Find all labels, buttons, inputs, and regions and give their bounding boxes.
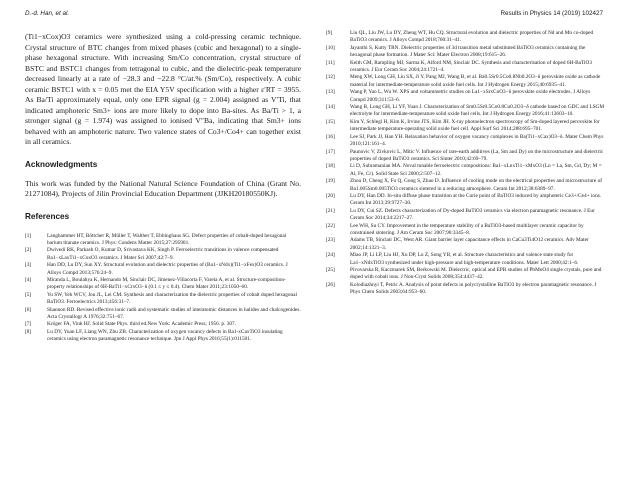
reference-text: Yu SW, Yeh WCV, Jou JL, Lei CM. Synthesis and characterization the dielectric properties of cobalt doped hexagonal BaTiO3. Ferroelectrics 2013;456:31–7.	[47, 291, 297, 306]
reference-text: Lu DY, Han DD. In-situ diffuse phase transition at the Curie point of BaTiO3 induced by amphoteric Ce3+/Ce4+ ions. Ceram Int 2013;39:9727–30.	[350, 192, 602, 207]
references-heading: References	[25, 211, 70, 221]
reference-number: [19]	[326, 178, 335, 185]
reference-number: [1]	[25, 232, 32, 239]
reference-number: [24]	[326, 252, 335, 259]
reference-text: Li D, Subramanian MA. Noval tunable ferroelectric compositions: Ba1−xLnxTi1−xMxO3 (Ln = La, Sm, Gd, Dy; M = Al, Fe, Cr). Solid State Sci 2000;2:507–12.	[350, 163, 602, 177]
reference-number: [2]	[25, 247, 32, 254]
reference-number: [17]	[326, 148, 335, 155]
reference-number: [12]	[326, 74, 335, 81]
reference-text: Lu DY, Yuan LF, Liang WN, Zhu ZB. Characterization of oxygen vacancy defects in Ba1-xCaxTiO3 insulating ceramics using electron paramagnetic resonance technique. Jpn J Appl Phys 2016;55(1):011501.	[47, 328, 283, 343]
reference-number: [11]	[326, 59, 335, 66]
reference-number: [3]	[25, 262, 32, 269]
reference-item	[326, 282, 606, 297]
reference-text: Kim Y, Schlegl H, Kim K, Irvine JTS, Kim JH. X-ray photoelectron spectroscopy of Sm-doped layered perovskite for intermediate temperature-operating solid oxide fuel cell. Appl Surf Sci 2014;288:695–701.	[350, 118, 600, 133]
reference-item	[25, 233, 301, 248]
reference-number: [10]	[326, 44, 335, 51]
reference-item	[326, 134, 606, 149]
reference-number: [13]	[326, 89, 335, 96]
acknowledgments-text: This work was funded by the National Natural Science Foundation of China (Grant No. 21271084), Projects of Jilin Provincial Education Department (JJKH20180550KJ).	[25, 178, 301, 198]
reference-item	[25, 247, 301, 262]
reference-text: Dwivedi RK, Parkash O, Kumar D, Srivastava KK, Singh P. Ferroelectric transitions in valence compensated Ba1−xLaxTi1−xCoxO3 ceramics. J Mater Sci 2007;42:7–9.	[47, 247, 279, 261]
reference-item	[326, 178, 606, 193]
reference-text: Paunovic V, Zivkovic L, Mitic V. Influence of rare-earth additives (La, Sm and Dy) on the microstructure and dielectric properties of doped BaTiO3 ceramics. Sci Sinter 2010;42:69–79.	[350, 148, 604, 162]
reference-item	[25, 292, 301, 307]
reference-item	[326, 208, 606, 223]
reference-item	[326, 119, 606, 134]
reference-item	[326, 45, 606, 60]
reference-number: [5]	[25, 291, 32, 298]
reference-number: [23]	[326, 237, 335, 244]
reference-item	[326, 223, 606, 238]
reference-item	[326, 237, 606, 252]
header-authors: D.-d. Han, et al.	[25, 10, 70, 17]
reference-item	[326, 104, 606, 119]
reference-text: Lee WH, Su CY. Improvement in the temperature stability of a BaTiO3-based multilayer ceramic capacitor by constrained sintering. J Am Ceram Soc 2007;90:3345–8.	[350, 222, 584, 236]
reference-item	[25, 329, 301, 344]
reference-item	[25, 307, 301, 322]
reference-number: [15]	[326, 118, 335, 125]
left-column	[25, 32, 301, 344]
reference-number: [20]	[326, 192, 335, 199]
acknowledgments-heading: Acknowledgments	[25, 159, 98, 169]
reference-item	[25, 262, 301, 277]
reference-item	[326, 193, 606, 208]
reference-text: Miranda L, Boulahya K, Hernando M, Sinclair DC, Jimenez-Villacorta F, Varela A, et al. Structure-composition-property relationships of 6H-BaTi1−xCrxO3−δ (0.1 ≤ y ≤ 0.4). Chem Mater 2011;23:1050–60.	[47, 276, 286, 291]
reference-item	[326, 163, 606, 178]
reference-text: Meng XW, Long GH, Liu SX, Ji Y, Pang MJ, Wang B, et al. Ba0.5Sr0.5Co0.8Nb0.2O3−δ perovskite oxide as cathode material for intermediate-temperature solid oxide fuel cells. Int J Hydrogen Energy 2015;40:6935–41.	[350, 74, 601, 88]
references-list-left	[25, 233, 301, 344]
reference-text: Shannon RD. Revised effective ionic radii and systematic studies of interatomic distances in halides and chalcogenides. Acta Crystallogr A 1976;32:751–67.	[47, 306, 301, 320]
reference-item	[25, 277, 301, 292]
reference-text: Wang B, Long GH, Li YF, Yuan J. Characterization of Sm0.5Sr0.5Co0.8Cu0.2O3−δ cathode based on GDC and LSGM electrolyte for intermediate-temperature solid oxide fuel cells. Int J Hydrogen Energy 2016;41:13603–10.	[350, 104, 605, 118]
reference-number: [9]	[326, 30, 333, 36]
reference-text: Jayanthi S, Kutty TRN. Dielectric properties of 3d transition metal substituted BaTiO3 ceramics containing the hexagonal phase formation. J Mater Sci: Mater Electron 2008;19:615–26.	[350, 44, 586, 59]
reference-item	[326, 74, 606, 89]
reference-number: [8]	[25, 328, 32, 335]
reference-text: Langhammer HT, Böttcher R, Müller T, Walther T, Ebbinghaus SG. Defect properties of cobalt-doped hexagonal barium titanate ceramics. J Phys: Condens Matter 2015;27:295901.	[47, 232, 287, 246]
right-column	[326, 30, 606, 297]
reference-number: [6]	[25, 306, 32, 313]
reference-text: Adams TB, Sinclair DC, West AR. Giant barrier layer capacitance effects in CaCu3Ti4O12 ceramics. Adv Mater 2002;14:1321–3.	[350, 237, 589, 251]
reference-item	[326, 60, 606, 75]
header-journal: Results in Physics 14 (2019) 102427	[500, 10, 603, 17]
reference-text: Kolodiazhnyi T, Petric A. Analysis of point defects in polycrystalline BaTiO3 by electron paramagnetic resonance. J Phys Chem Solids 2003;64:953–60.	[350, 281, 597, 296]
reference-text: Han DD, Lu DY, Sun XY. Structural evolution and dielectric properties of (Ba1−xNdx)(Ti1−xFex)O3 ceramics. J Alloys Compd 2013;576:24–9.	[47, 262, 288, 276]
reference-number: [25]	[326, 267, 335, 273]
reference-text: Lu DY, Cui SZ. Defects characterization of Dy-doped BaTiO3 ceramics via electron paramagnetic resonance. J Eur Ceram Soc 2014;34:2217–27.	[350, 207, 595, 222]
reference-number: [14]	[326, 104, 335, 111]
reference-text: Kröger FA, Vink HJ. Solid State Phys. third ed.New York: Academic Press; 1956. p. 307.	[47, 321, 236, 328]
conclusion-paragraph: (Ti1−xCox)O3 ceramics were synthesized using a cold-pressing ceramic technique. Crystal structure of BTC changes from mixed phases (cubic and hexagonal) to a single-phase hexagonal structure. With increasing Sm/Co concentration, crystal structure of BSTC and BSTC1 changes from tetragonal to cubic, and the dielectric-peak temperature decreased linearly at a rate of −28.3 and −22.8 °C/at.% (Sm/Co), respectively. A cubic ceramic BSTC1 with x = 0.05 met the EIA Y5V specification with a higher ε′RT = 3955. As Ba/Ti approximately equal, only one EPR signal (g = 2.004) assigned as V′Ti, that indicated amphoteric Sm3+ ions are more likely to dope into Ba-sites. As Ba/Ti > 1, a stronger signal (g = 1.974) was assigned to ionised V″Ba, indicating that Sm3+ ions behaved with an amphoteric nature. Two valence states of Co3+/Co4+ can together exist in all ceramics.	[25, 32, 301, 146]
references-list-right	[326, 30, 606, 297]
reference-item	[326, 89, 606, 104]
reference-number: [21]	[326, 207, 335, 214]
reference-item	[326, 30, 606, 45]
reference-text: Miao JP, Li LP, Liu HJ, Xu DP, Lu Z, Song YB, et al. Structure characteristics and valence state study for La1−xNdxTiO3 synthesized under high-pressure and high-temperature conditions. Mater Lett 2000;42:1–6.	[350, 252, 579, 266]
reference-number: [22]	[326, 222, 335, 229]
reference-item	[326, 149, 606, 164]
reference-text: Liu QL, Liu JW, Lu DY, Zheng WT, Hu CQ. Structural evolution and dielectric properties of Nd and Mn co-doped BaTiO3 ceramics. J Alloys Compd 2018;760:31–41.	[350, 30, 594, 44]
reference-number: [26]	[326, 281, 335, 288]
reference-text: Zhou D, Cheng X, Fu Q, Gong S, Zhao D. Influence of cooling mode on the electrical properties and microstructure of Ba1.005Sm0.005TiO3 ceramics sintered in a reducing atmosphere. Ceram Int 2012;38:6389–97.	[350, 178, 602, 192]
reference-text: Keith GM, Rampling MJ, Sarma K, Alford NM, Sinclair DC. Synthesis and characterisation of doped 6H-BaTiO3 ceramics. J Eur Ceram Soc 2004;24:1721–4.	[350, 59, 592, 74]
reference-text: Lee SJ, Park JJ, Han YH. Relaxation behavior of oxygen vacancy complexes in Ba(Ti1−xCax)O3−δ. Mater Chem Phys 2010;121:161–4.	[350, 133, 604, 148]
running-header	[25, 10, 603, 22]
reference-number: [18]	[326, 163, 335, 170]
reference-item	[25, 321, 301, 328]
reference-text: Pivovarska R, Kaczmarek SM, Berkowski M. Dielectric, optical and EPR studies of PbMoO4 single crystals, pure and doped with cobalt ions. J Non-Cryst Solids 2008;354:4437–42.	[350, 267, 602, 281]
reference-number: [4]	[25, 276, 32, 283]
reference-item	[326, 267, 606, 282]
reference-number: [16]	[326, 133, 335, 140]
reference-item	[326, 252, 606, 267]
reference-number: [7]	[25, 321, 32, 328]
reference-text: Wang P, Yao L, Wu W. XPS and voltammetric studies on La1−xSrxCoO3−δ perovskite oxide electrodes. J Alloys Compd 2009;311:53–6.	[350, 89, 591, 103]
